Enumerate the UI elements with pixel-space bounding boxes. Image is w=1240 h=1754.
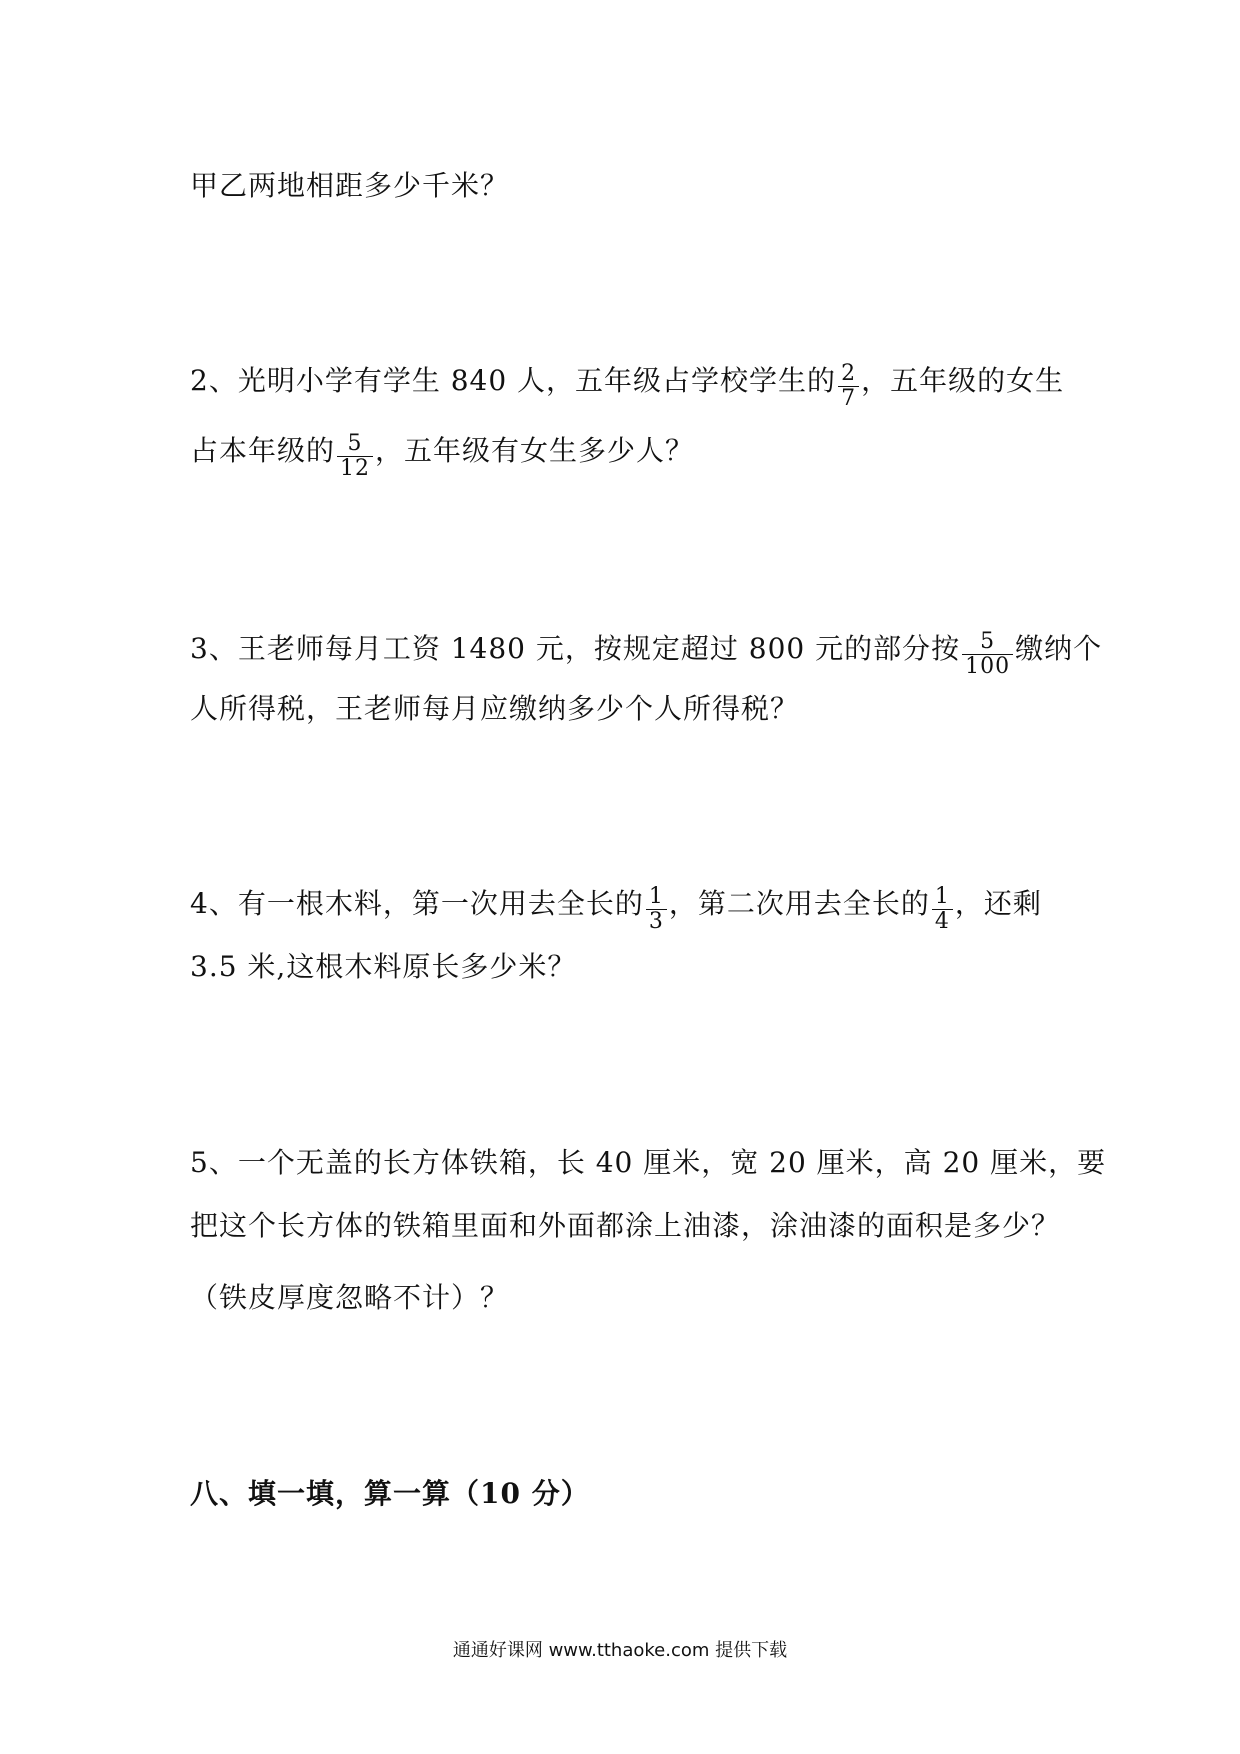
text-line: 甲乙两地相距多少千米？	[190, 169, 510, 202]
question-text: 4、有一根木料，第一次用去全长的	[190, 887, 644, 920]
fraction-5-12	[337, 432, 373, 481]
numerator: 2	[841, 361, 857, 386]
numerator: 1	[934, 884, 950, 909]
denominator: 100	[965, 654, 1011, 679]
denominator: 7	[841, 386, 857, 411]
fraction-1-3	[646, 885, 667, 934]
page-footer: 通通好课网 www.tthaoke.com 提供下载	[452, 1640, 788, 1661]
question-text: ，第二次用去全长的	[668, 887, 930, 920]
question-2-line-2	[190, 428, 695, 481]
numerator: 1	[648, 884, 664, 909]
question-3-line-1	[190, 626, 1103, 679]
question-text: 3、王老师每月工资 1480 元，按规定超过 800 元的部分按	[190, 632, 961, 665]
denominator: 12	[340, 456, 371, 481]
question-5-line-3: （铁皮厚度忽略不计）？	[190, 1281, 510, 1314]
fraction-1-4	[932, 885, 953, 934]
question-text: ，五年级有女生多少人？	[375, 434, 695, 467]
denominator: 3	[648, 909, 664, 934]
question-text: 2、光明小学有学生 840 人，五年级占学校学生的	[190, 364, 837, 397]
question-5-line-1: 5、一个无盖的长方体铁箱，长 40 厘米，宽 20 厘米，高 20 厘米，要	[190, 1146, 1107, 1179]
numerator: 5	[980, 629, 996, 654]
question-text: ，五年级的女生	[861, 364, 1065, 397]
question-2-line-1	[190, 358, 1065, 411]
question-4-line-2: 3.5 米,这根木料原长多少米？	[190, 950, 577, 983]
fraction-5-100	[962, 630, 1013, 679]
question-text: 占本年级的	[190, 434, 336, 467]
fraction-2-7	[838, 362, 859, 411]
question-3-line-2: 人所得税，王老师每月应缴纳多少个人所得税？	[190, 692, 800, 725]
denominator: 4	[934, 909, 950, 934]
numerator: 5	[347, 431, 363, 456]
question-4-line-1	[190, 881, 1042, 934]
question-5-line-2: 把这个长方体的铁箱里面和外面都涂上油漆，涂油漆的面积是多少？	[190, 1209, 1061, 1242]
section-heading: 八、填一填，算一算（10 分）	[190, 1477, 590, 1510]
question-text: 缴纳个	[1015, 632, 1103, 665]
question-text: ，还剩	[954, 887, 1042, 920]
